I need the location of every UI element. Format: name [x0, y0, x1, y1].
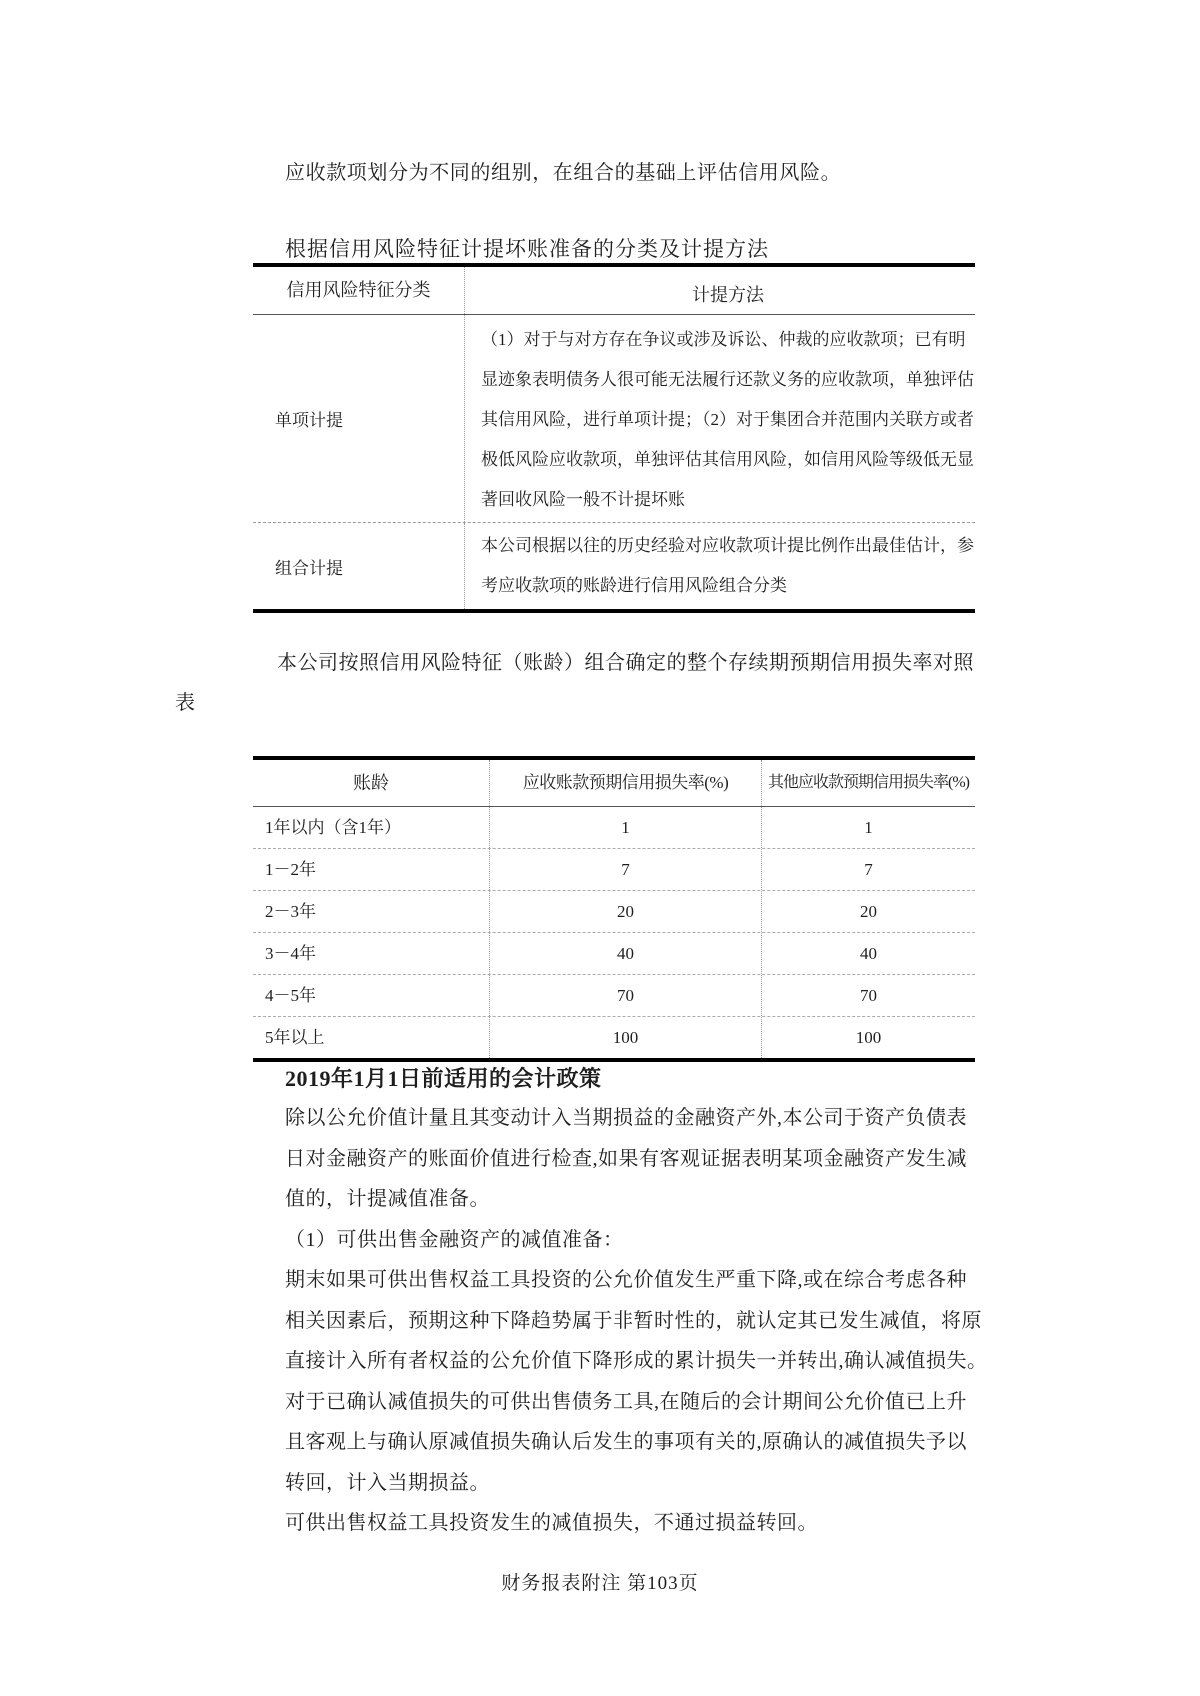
aging-cell: 5年以上 — [253, 1017, 490, 1058]
bad-debt-method-table — [253, 263, 975, 613]
table-row-portfolio-provision — [253, 523, 975, 609]
policy-line: 期末如果可供出售权益工具投资的公允价值发生严重下降,或在综合考虑各种 — [285, 1269, 967, 1291]
category-cell: 单项计提 — [253, 315, 465, 522]
aging-cell: 3－4年 — [253, 933, 490, 974]
aging-cell: 1年以内（含1年） — [253, 807, 490, 848]
policy-line: 且客观上与确认原减值损失确认后发生的事项有关的,原确认的减值损失予以 — [285, 1431, 967, 1453]
receivable-rate-cell: 40 — [490, 933, 762, 974]
receivable-rate-cell: 100 — [490, 1017, 762, 1058]
table-row-individual-provision — [253, 315, 975, 523]
table1-header-row — [253, 267, 975, 315]
other-rate-cell: 40 — [860, 944, 877, 963]
policy-line: 可供出售权益工具投资发生的减值损失，不通过损益转回。 — [285, 1512, 818, 1534]
receivable-rate-cell: 70 — [490, 975, 762, 1016]
table1-title: 根据信用风险特征计提坏账准备的分类及计提方法 — [285, 237, 769, 261]
policy-line: 直接计入所有者权益的公允价值下降形成的累计损失一并转出,确认减值损失。 — [285, 1350, 988, 1372]
method-line: 著回收风险一般不计提坏账 — [481, 490, 685, 509]
receivable-rate-cell: 1 — [490, 807, 762, 848]
method-line: 考应收款项的账龄进行信用风险组合分类 — [481, 576, 787, 595]
other-rate-cell: 7 — [864, 860, 873, 879]
policy-heading: 2019年1月1日前适用的会计政策 — [285, 1066, 602, 1091]
table-row — [253, 807, 975, 849]
table-row — [253, 849, 975, 891]
method-line: 极低风险应收款项，单独评估其信用风险，如信用风险等级低无显 — [481, 450, 974, 469]
table2-header-aging: 账龄 — [253, 760, 490, 806]
category-cell: 组合计提 — [253, 523, 465, 609]
policy-paragraphs — [285, 1098, 988, 1544]
table2-header-row — [253, 760, 975, 807]
table-row — [253, 933, 975, 975]
aging-cell: 4－5年 — [253, 975, 490, 1016]
expected-credit-loss-table — [253, 756, 975, 1062]
method-cell — [465, 315, 975, 522]
other-rate-cell: 70 — [860, 986, 877, 1005]
receivable-rate-cell: 20 — [490, 891, 762, 932]
bridge-paragraph-line2: 表 — [175, 692, 195, 714]
policy-line: （1）可供出售金融资产的减值准备： — [285, 1228, 624, 1251]
policy-line: 转回，计入当期损益。 — [285, 1471, 490, 1494]
table-row — [253, 1017, 975, 1058]
policy-line: 除以公允价值计量且其变动计入当期损益的金融资产外,本公司于资产负债表 — [285, 1107, 967, 1129]
policy-line: 对于已确认减值损失的可供出售债务工具,在随后的会计期间公允价值已上升 — [285, 1390, 967, 1413]
table2-header-other-rate: 其他应收款预期信用损失率(%) — [768, 774, 969, 791]
policy-line: 值的，计提减值准备。 — [285, 1188, 490, 1210]
aging-cell: 2－3年 — [253, 891, 490, 932]
method-line: 本公司根据以往的历史经验对应收款项计提比例作出最佳估计，参 — [481, 536, 974, 555]
method-cell — [465, 523, 975, 609]
table1-header-category: 信用风险特征分类 — [253, 267, 465, 314]
table-row — [253, 891, 975, 933]
aging-cell: 1－2年 — [253, 849, 490, 890]
other-rate-cell: 20 — [860, 902, 877, 921]
bridge-paragraph-line1: 本公司按照信用风险特征（账龄）组合确定的整个存续期预期信用损失率对照 — [277, 652, 974, 674]
policy-line: 相关因素后，预期这种下降趋势属于非暂时性的，就认定其已发生减值，将原 — [285, 1309, 982, 1332]
table2-header-receivable-rate: 应收账款预期信用损失率(%) — [490, 760, 762, 806]
intro-paragraph: 应收款项划分为不同的组别，在组合的基础上评估信用风险。 — [285, 162, 842, 184]
method-line: 显迹象表明债务人很可能无法履行还款义务的应收款项，单独评估 — [481, 370, 974, 389]
method-line: （1）对于与对方存在争议或涉及诉讼、仲裁的应收款项；已有明 — [481, 330, 966, 349]
table1-header-method: 计提方法 — [692, 285, 764, 305]
other-rate-cell: 100 — [855, 1028, 882, 1047]
other-rate-cell: 1 — [864, 818, 873, 837]
page-footer: 财务报表附注 第103页 — [501, 1573, 699, 1594]
receivable-rate-cell: 7 — [490, 849, 762, 890]
policy-line: 日对金融资产的账面价值进行检查,如果有客观证据表明某项金融资产发生减 — [285, 1147, 967, 1170]
table-row — [253, 975, 975, 1017]
method-line: 其信用风险，进行单项计提；（2）对于集团合并范围内关联方或者 — [481, 410, 974, 429]
